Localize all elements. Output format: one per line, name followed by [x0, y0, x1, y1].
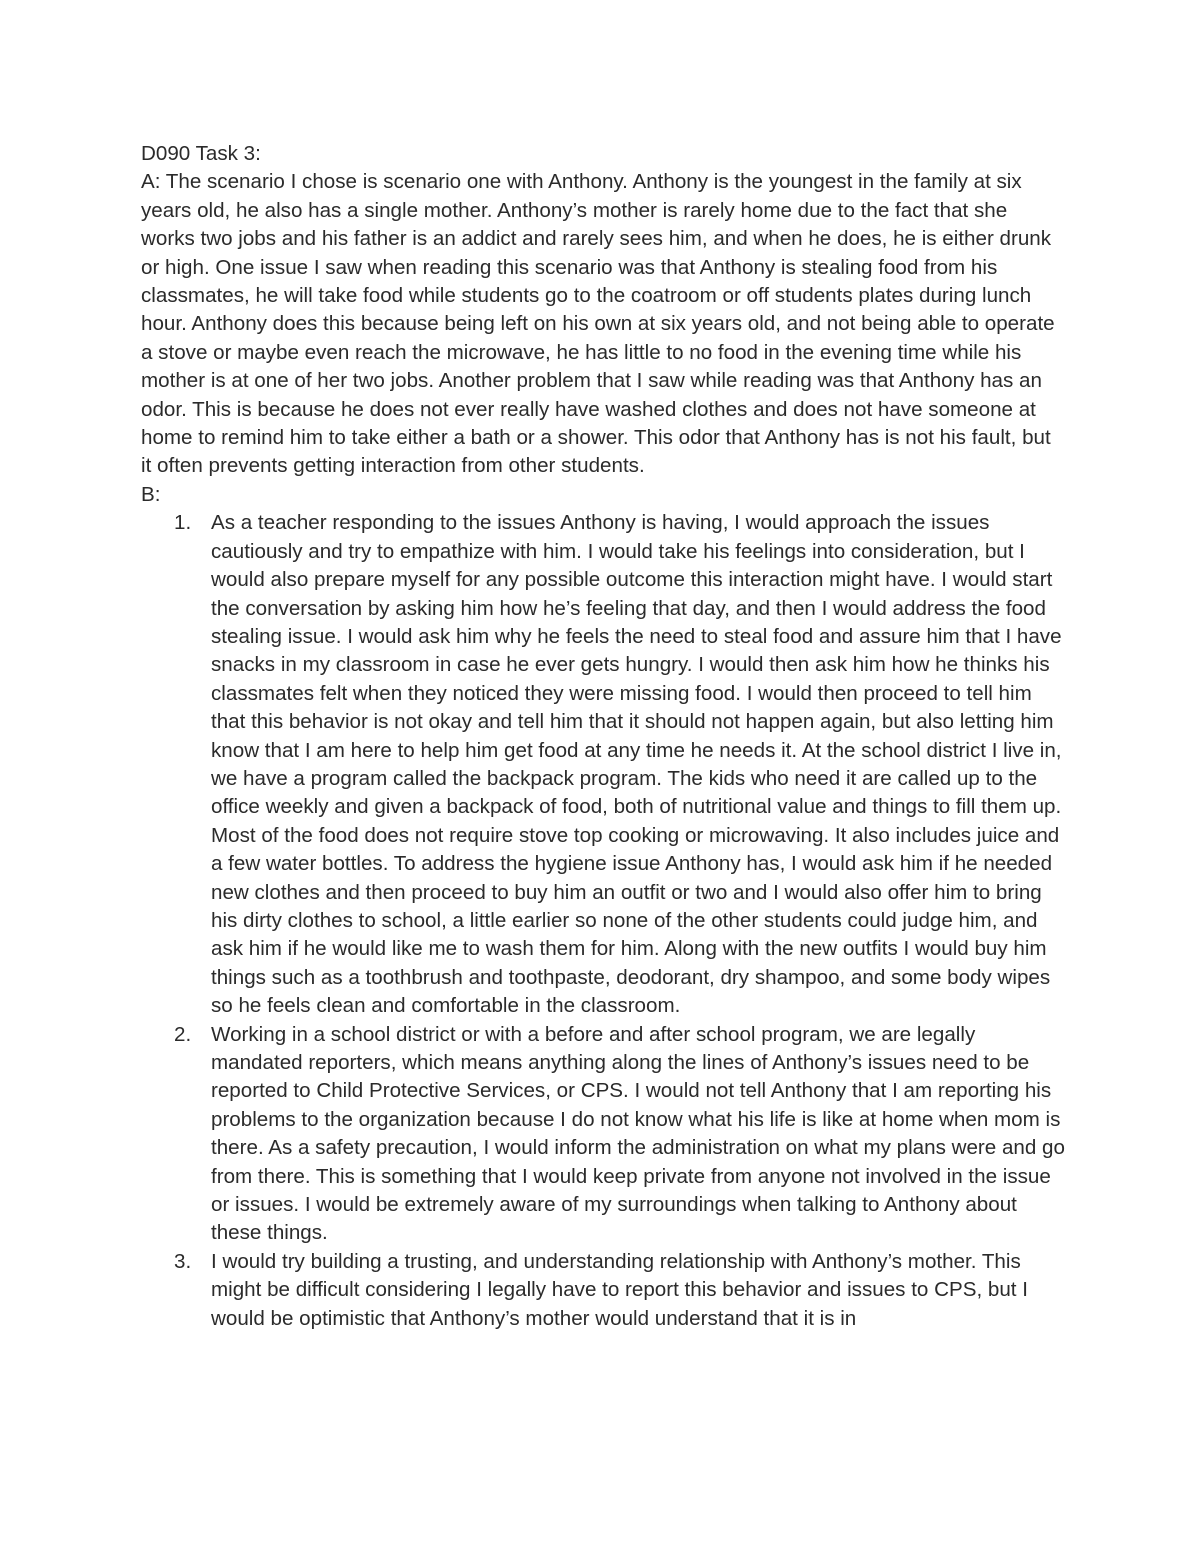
document-title: D090 Task 3: — [141, 142, 261, 165]
answer-list — [141, 509, 1066, 1333]
list-item-text: I would try building a trusting, and understanding relationship with Anthony’s mother. This might be difficult considering I legally have to report this behavior and issues to CPS, but I would be optimistic that Anthony’s mother would understand that it is in — [211, 1249, 1028, 1330]
section-b-label: B: — [141, 482, 161, 506]
list-item-number: 1. — [174, 511, 192, 535]
list-item — [141, 509, 1066, 1020]
list-item-text: Working in a school district or with a before and after school program, we are legally mandated reporters, which means anything along the lines of Anthony’s issues need to be reported to Child Protective Services, or CPS. I would not tell Anthony that I am reporting his problems to the organization because I do not know what his life is like at home when mom is there. As a safety precaution, I would inform the administration on what my plans were and go from there. This is something that I would keep private from anyone not involved in the issue or issues. I would be extremely aware of my surroundings when talking to Anthony about these things. — [211, 1022, 1065, 1245]
document-body — [141, 140, 1066, 1333]
list-item — [141, 1248, 1066, 1333]
list-item-number: 3. — [174, 1249, 192, 1273]
list-item — [141, 1021, 1066, 1248]
list-item-text: As a teacher responding to the issues Anthony is having, I would approach the issues cautiously and try to empathize with him. I would take his feelings into consideration, but I would also prepare myself for any possible outcome this interaction might have. I would start the conversation by asking him how he’s feeling that day, and then I would address the food stealing issue. I would ask him why he feels the need to steal food and assure him that I have snacks in my classroom in case he ever gets hungry. I would then ask him how he thinks his classmates felt when they noticed they were missing food. I would then proceed to tell him that this behavior is not okay and tell him that it should not happen again, but also letting him know that I am here to help him get food at any time he needs it. At the school district I live in, we have a program called the backpack program. The kids who need it are called up to the office weekly and given a backpack of food, both of nutritional value and things to fill them up. Most of the food does not require stove top cooking or microwaving. It also includes juice and a few water bottles. To address the hygiene issue Anthony has, I would ask him if he needed new clothes and then proceed to buy him an outfit or two and I would also offer him to bring his dirty clothes to school, a little earlier so none of the other students could judge him, and ask him if he would like me to wash them for him. Along with the new outfits I would buy him things such as a toothbrush and toothpaste, deodorant, dry shampoo, and some body wipes so he feels clean and comfortable in the classroom. — [211, 511, 1062, 1018]
list-item-number: 2. — [174, 1022, 192, 1046]
section-a-paragraph: A: The scenario I chose is scenario one with Anthony. Anthony is the youngest in the family at six years old, he also has a single mother. Anthony’s mother is rarely home due to the fact that she works two jobs and his father is an addict and rarely sees him, and when he does, he is either drunk or high. One issue I saw when reading this scenario was that Anthony is stealing food from his classmates, he will take food while students go to the coatroom or off students plates during lunch hour. Anthony does this because being left on his own at six years old, and not being able to operate a stove or maybe even reach the microwave, he has little to no food in the evening time while his mother is at one of her two jobs. Another problem that I saw while reading was that Anthony has an odor. This is because he does not ever really have washed clothes and does not have someone at home to remind him to take either a bath or a shower. This odor that Anthony has is not his fault, but it often prevents getting interaction from other students. — [141, 170, 1055, 478]
